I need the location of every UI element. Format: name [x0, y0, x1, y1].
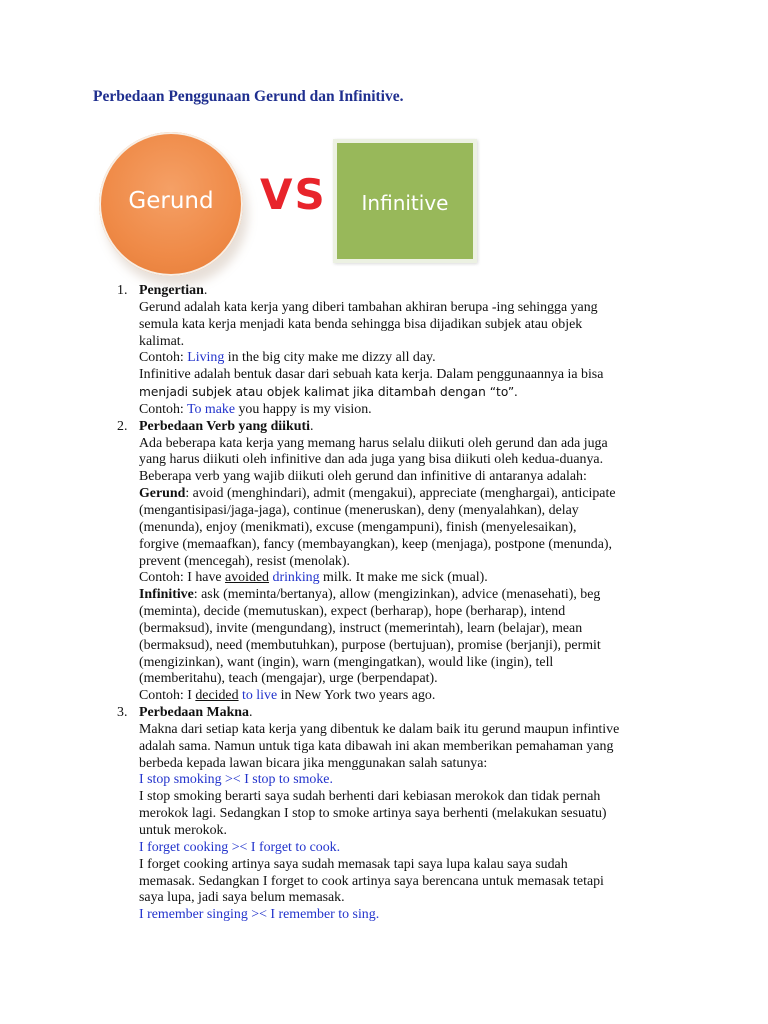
text-line: Infinitive adalah bentuk dasar dari sebuah kata kerja. Dalam penggunaannya ia bisa — [139, 367, 604, 383]
example-highlight: drinking — [272, 570, 320, 586]
vs-text: VS — [260, 170, 327, 219]
list-number: 2. — [117, 418, 128, 434]
text-line: I stop smoking berarti saya sudah berhenti dari kebiasan merokok dan tidak pernah — [139, 789, 601, 805]
infinitive-list-line: Infinitive: ask (meminta/bertanya), allow (mengizinkan), advice (menasehati), beg — [139, 587, 601, 603]
infinitive-label: Infinitive — [361, 191, 449, 215]
hero-illustration — [0, 0, 768, 280]
page-title: Perbedaan Penggunaan Gerund dan Infinitive. — [93, 88, 404, 105]
comparison-line: I forget cooking >< I forget to cook. — [139, 839, 341, 855]
example-highlight: Living — [187, 350, 225, 366]
example-line: Contoh: I decided to live in New York two years ago. — [139, 688, 436, 704]
underlined-word: avoided — [225, 570, 270, 586]
list-item-makna — [0, 705, 768, 924]
example-line: Contoh: To make you happy is my vision. — [139, 401, 372, 417]
text-line: semula kata kerja menjadi kata benda sehingga bisa dijadikan subjek atau objek — [139, 316, 583, 332]
gerund-label-bold: Gerund — [139, 486, 186, 502]
text-line: Ada beberapa kata kerja yang memang harus selalu diikuti oleh gerund dan ada juga — [139, 435, 608, 451]
heading-text: Perbedaan Makna — [139, 705, 249, 721]
text-line: (memberitahu), teach (mengajar), urge (berpendapat). — [139, 671, 438, 687]
text-line: memasak. Sedangkan I forget to cook artinya saya berencana untuk memasak tetapi — [139, 873, 604, 889]
text-line: (bermaksud), invite (mengundang), instruct (memerintah), learn (belajar), mean — [139, 620, 583, 636]
text-line: I forget cooking artinya saya sudah memasak tapi saya lupa kalau saya sudah — [139, 856, 568, 872]
text-line: (mengizinkan), want (ingin), warn (mengingatkan), would like (ingin), tell — [139, 654, 554, 670]
heading-text: Pengertian — [139, 283, 204, 298]
list-number: 3. — [117, 705, 128, 721]
gerund-label: Gerund — [128, 188, 214, 214]
text-line: prevent (mencegah), resist (menolak). — [139, 553, 350, 569]
infinitive-box — [333, 139, 477, 263]
text-line: (meminta), decide (memutuskan), expect (berharap), hope (berharap), intend — [139, 604, 566, 620]
text-line: menjadi subjek atau objek kalimat jika ditambah dengan “to”. — [139, 385, 518, 401]
infinitive-label-bold: Infinitive — [139, 587, 194, 603]
comparison-line: I remember singing >< I remember to sing. — [139, 907, 380, 923]
text-line: adalah sama. Namun untuk tiga kata dibawah ini akan memberikan pemahaman yang — [139, 738, 614, 754]
numbered-list — [0, 283, 768, 924]
text-line: merokok lagi. Sedangkan I stop to smoke artinya saya berhenti (melakukan sesuatu) — [139, 806, 607, 822]
text-line: Makna dari setiap kata kerja yang dibentuk ke dalam baik itu gerund maupun infintive — [139, 721, 620, 737]
list-number: 1. — [117, 283, 128, 298]
text-line: saya lupa, jadi saya belum memasak. — [139, 890, 345, 906]
text-line: kalimat. — [139, 333, 185, 349]
comparison-line: I stop smoking >< I stop to smoke. — [139, 772, 333, 788]
text-line: (menunda), enjoy (menikmati), excuse (mengampuni), finish (menyelesaikan), — [139, 519, 577, 535]
underlined-word: decided — [195, 688, 239, 704]
example-line: Contoh: Living in the big city make me dizzy all day. — [139, 350, 436, 366]
section-heading: Perbedaan Verb yang diikuti. — [139, 418, 314, 434]
text-line: Gerund adalah kata kerja yang diberi tambahan akhiran berupa -ing sehingga yang — [139, 299, 598, 315]
gerund-circle — [99, 132, 243, 276]
text-line: untuk merokok. — [139, 823, 227, 838]
text-line: Beberapa verb yang wajib diikuti oleh gerund dan infinitive di antaranya adalah: — [139, 469, 587, 485]
text-line: berbeda kepada lawan bicara jika menggunakan salah satunya: — [139, 755, 488, 771]
example-line: Contoh: I have avoided drinking milk. It make me sick (mual). — [139, 570, 488, 586]
text-line: (bermaksud), need (membutuhkan), purpose (bertujuan), promise (berjanji), permit — [139, 637, 601, 653]
list-item-verb — [0, 419, 768, 705]
gerund-list-line: Gerund: avoid (menghindari), admit (mengakui), appreciate (menghargai), anticipate — [139, 486, 616, 502]
section-heading: Pengertian. — [139, 283, 208, 298]
heading-text: Perbedaan Verb yang diikuti — [139, 418, 310, 434]
section-heading: Perbedaan Makna. — [139, 705, 253, 721]
example-highlight: To make — [187, 401, 236, 417]
list-item-pengertian — [0, 283, 768, 419]
text-line: yang harus diikuti oleh infinitive dan ada juga yang bisa diikuti oleh kedua-duanya. — [139, 452, 604, 468]
text-line: forgive (memaafkan), fancy (membayangkan), keep (menjaga), postpone (menunda), — [139, 536, 612, 552]
text-line: (mengantisipasi/jaga-jaga), continue (meneruskan), deny (menyalahkan), delay — [139, 502, 579, 518]
example-highlight: to live — [242, 688, 278, 704]
